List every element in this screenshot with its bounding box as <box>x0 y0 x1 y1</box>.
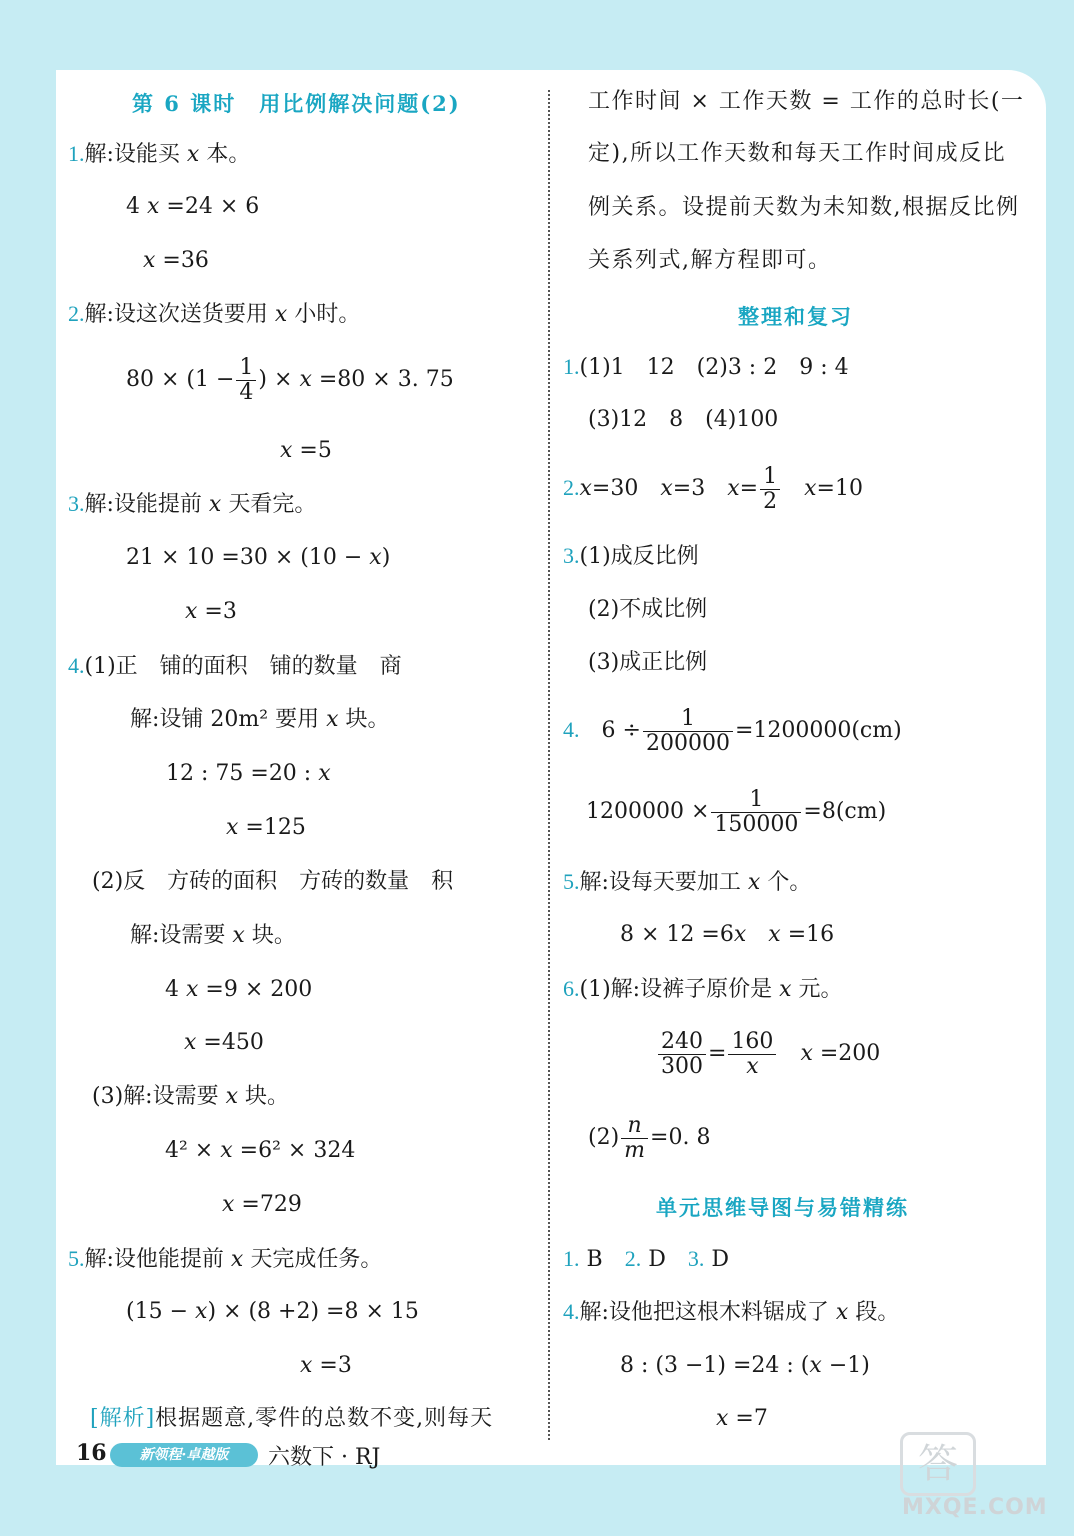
r3-line2: (2)不成比例 <box>588 597 708 622</box>
q2-line: 2.解:设这次送货要用 x 小时。 <box>68 301 361 327</box>
r6-fraction-2: $\frac{160}{x}$ <box>728 1030 776 1079</box>
q4-sol3-eq1: 4² × x =6² × 324 <box>165 1138 356 1163</box>
left-heading: 第 6 课时 用比例解决问题(2) <box>132 91 461 116</box>
r5-line: 5.解:设每天要加工 x 个。 <box>563 869 812 895</box>
q2-eq2: x =5 <box>280 438 332 463</box>
q2-eq1: 80 × (1 − $\frac{1}{4}$ ) × x =80 × 3. 75 <box>126 354 454 405</box>
m4-eq1: 8 : (3 −1) =24 : (x −1) <box>620 1353 870 1378</box>
r5-eq: 8 × 12 =6x x =16 <box>620 922 835 947</box>
q2-fraction: $\frac{1}{4}$ <box>236 356 256 405</box>
q1-line: 1.解:设能买 x 本。 <box>68 141 251 167</box>
q5-eq2: x =3 <box>300 1353 352 1378</box>
r6-fraction-3: $\frac{n}{m}$ <box>621 1114 648 1163</box>
q4-sol1-eq1: 12 : 75 =20 : x <box>166 761 331 786</box>
q4-sol2-eq2: x =450 <box>184 1030 264 1055</box>
analysis-line: [解析]根据题意,零件的总数不变,则每天 <box>90 1406 494 1431</box>
right-cont-3: 例关系。设提前天数为未知数,根据反比例 <box>588 195 1020 220</box>
r4-fraction-1: $\frac{1}{200000}$ <box>643 707 733 756</box>
r1-line2: (3)12 8 (4)100 <box>588 407 779 432</box>
q3-eq2: x =3 <box>185 599 237 624</box>
r6-line1: 6.(1)解:设裤子原价是 x 元。 <box>563 976 843 1002</box>
heading-mindmap: 单元思维导图与易错精练 <box>656 1195 909 1220</box>
watermark-text: MXQE.COM <box>902 1495 1048 1520</box>
r2-fraction: $\frac{1}{2}$ <box>760 465 780 514</box>
r4-line1: 4. 6 ÷ $\frac{1}{200000}$ =1200000(cm) <box>563 705 902 756</box>
analysis-tag: [解析] <box>90 1406 156 1431</box>
heading-review: 整理和复习 <box>738 304 853 329</box>
m4-line: 4.解:设他把这根木料锯成了 x 段。 <box>563 1299 900 1325</box>
q5-line: 5.解:设他能提前 x 天完成任务。 <box>68 1246 383 1272</box>
q1-eq1: 4 x =24 × 6 <box>126 194 260 219</box>
right-cont-2: 定),所以工作天数和每天工作时间成反比 <box>588 141 1007 166</box>
r2-line: 2.x=30 x=3 x= $\frac{1}{2}$ x=10 <box>563 463 863 514</box>
r4-line2: 1200000 × $\frac{1}{150000}$ =8(cm) <box>586 786 887 837</box>
q5-eq1: (15 − x) × (8 +2) =8 × 15 <box>126 1299 419 1324</box>
r1-line1: 1.(1)1 12 (2)3 : 2 9 : 4 <box>563 354 849 380</box>
q4-line2: (2)反 方砖的面积 方砖的数量 积 <box>92 869 454 894</box>
q4-sol3-eq2: x =729 <box>222 1192 302 1217</box>
r6-eq: $\frac{240}{300}$ = $\frac{160}{x}$ x =200 <box>656 1026 880 1082</box>
q4-line3: (3)解:设需要 x 块。 <box>92 1084 290 1109</box>
page-number: 16 <box>76 1440 107 1466</box>
m4-eq2: x =7 <box>716 1406 768 1431</box>
q4-line1: 4.(1)正 铺的面积 铺的数量 商 <box>68 653 402 679</box>
q4-sol2-eq1: 4 x =9 × 200 <box>165 977 313 1002</box>
m1-line: 1. B 2. D 3. D <box>563 1246 729 1272</box>
r6-line2: (2) $\frac{n}{m}$ =0. 8 <box>588 1112 711 1163</box>
r6-fraction-1: $\frac{240}{300}$ <box>658 1030 706 1079</box>
r3-line1: 3.(1)成反比例 <box>563 543 699 569</box>
r4-fraction-2: $\frac{1}{150000}$ <box>711 788 801 837</box>
book-code: 六数下 · RJ <box>268 1445 381 1470</box>
column-divider <box>548 90 550 1440</box>
q3-line: 3.解:设能提前 x 天看完。 <box>68 491 317 517</box>
right-cont-4: 关系列式,解方程即可。 <box>588 248 832 273</box>
q4-sol1: 解:设铺 20m² 要用 x 块。 <box>130 707 390 732</box>
q4-sol2: 解:设需要 x 块。 <box>130 923 296 948</box>
q1-eq2: x =36 <box>143 248 209 273</box>
r3-line3: (3)成正比例 <box>588 650 708 675</box>
series-badge: 新领程·卓越版 <box>110 1443 258 1467</box>
q4-sol1-eq2: x =125 <box>226 815 306 840</box>
q3-eq1: 21 × 10 =30 × (10 − x) <box>126 545 391 570</box>
right-cont-1: 工作时间 × 工作天数 = 工作的总时长(一 <box>588 89 1025 114</box>
watermark-logo: 答 <box>900 1432 976 1496</box>
